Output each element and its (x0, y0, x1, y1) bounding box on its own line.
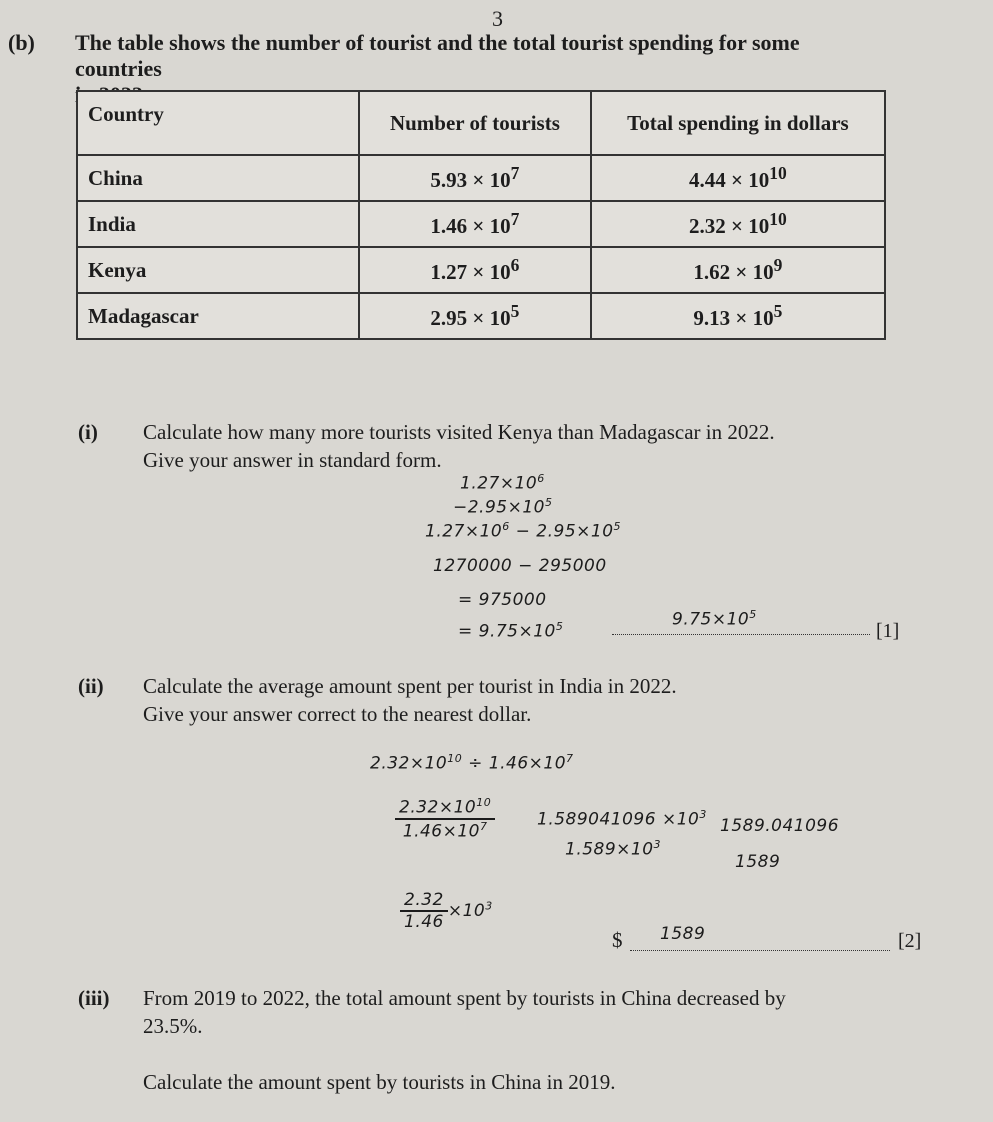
q1-label: (i) (78, 420, 98, 444)
q2-text (143, 672, 923, 728)
cell-spending: $1.62 \times 10^9$ (591, 247, 885, 293)
cell-spending: $4.44 \times 10^{10}$ (591, 155, 885, 201)
cell-tourists: $5.93 \times 10^7$ (359, 155, 591, 201)
cell-spending: $9.13 \times 10^5$ (591, 293, 885, 339)
table-row (77, 201, 885, 247)
q1-work-4: 1270000 − 295000 (433, 556, 607, 576)
q2-result-4: 1589 (735, 852, 781, 872)
cell-country: Kenya (77, 247, 359, 293)
q2-result-2: $1.589\times 10^3$ (565, 838, 662, 860)
q3-text (143, 984, 943, 1096)
q2-fraction-2: $\frac{2.32}{1.46}$ $\times 10^3$ (400, 890, 493, 932)
page-number: 3 (492, 6, 503, 31)
cell-country: China (77, 155, 359, 201)
q1-text (143, 418, 923, 474)
q3-label: (iii) (78, 986, 110, 1010)
q2-answer: 1589 (660, 924, 706, 944)
q2-line-1: Calculate the average amount spent per tourist in India in 2022. (143, 674, 677, 698)
q1-answer-line[interactable] (612, 634, 870, 635)
q1-line-1: Calculate how many more tourists visited Kenya than Madagascar in 2022. (143, 420, 775, 444)
q1-marks: [1] (876, 620, 900, 642)
q3-line-3: Calculate the amount spent by tourists in China in 2019. (143, 1070, 616, 1094)
header-spending: Total spending in dollars (591, 91, 885, 155)
q2-currency: $ (612, 928, 623, 952)
q2-fraction-1: $\frac{2.32\times 10^{10}}{1.46\times 10^7}$ (395, 796, 495, 841)
header-country: Country (77, 91, 359, 155)
cell-tourists: $2.95 \times 10^5$ (359, 293, 591, 339)
table-header-row (77, 91, 885, 155)
cell-tourists: $1.27 \times 10^6$ (359, 247, 591, 293)
header-tourists: Number of tourists (359, 91, 591, 155)
q1-work-5: = 975000 (458, 590, 547, 610)
q2-answer-line[interactable] (630, 950, 890, 951)
q2-result-1: $1.589041096 \times 10^3$ (537, 808, 707, 830)
cell-country: India (77, 201, 359, 247)
tourism-table (76, 90, 886, 340)
q1-work-3: $1.27\times 10^6 - 2.95\times 10^5$ (425, 520, 622, 542)
table-row (77, 247, 885, 293)
q1-answer: $9.75\times 10^5$ (672, 608, 757, 630)
q2-work-1: $2.32\times 10^{10} \div 1.46\times 10^7$ (370, 752, 574, 774)
q3-line-2: 23.5%. (143, 1014, 203, 1038)
q1-work-1: $1.27\times 10^6$ (460, 472, 545, 494)
cell-country: Madagascar (77, 293, 359, 339)
q2-label: (ii) (78, 674, 104, 698)
table-row (77, 293, 885, 339)
q1-work-6: = $9.75\times 10^5$ (458, 620, 564, 642)
part-label: (b) (8, 30, 35, 55)
q2-marks: [2] (898, 930, 922, 952)
intro-line-1: The table shows the number of tourist and the total tourist spending for some countries (75, 30, 800, 81)
q1-work-2: $-2.95\times 10^5$ (453, 496, 553, 518)
q2-result-3: 1589.041096 (720, 816, 840, 836)
q1-line-2: Give your answer in standard form. (143, 448, 442, 472)
q3-line-1: From 2019 to 2022, the total amount spent by tourists in China decreased by (143, 986, 786, 1010)
cell-tourists: $1.46 \times 10^7$ (359, 201, 591, 247)
table-row (77, 155, 885, 201)
q2-line-2: Give your answer correct to the nearest dollar. (143, 702, 532, 726)
cell-spending: $2.32 \times 10^{10}$ (591, 201, 885, 247)
